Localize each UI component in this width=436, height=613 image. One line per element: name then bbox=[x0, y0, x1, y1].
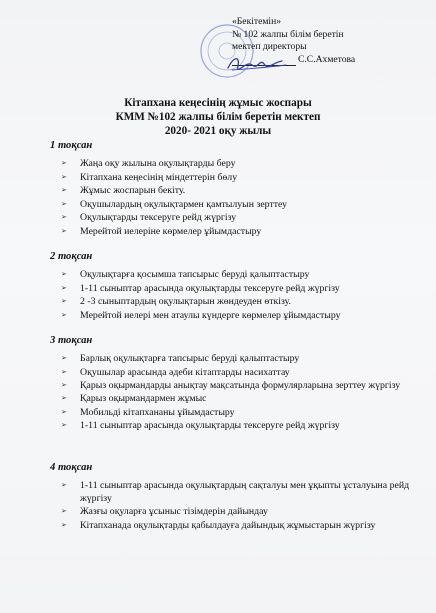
approval-heading: «Бекітемін» bbox=[232, 16, 282, 27]
list-item: ➢ Жұмыс жоспарын бекіту. bbox=[60, 184, 418, 198]
list-item: ➢ 1-11 сыныптар арасында оқулықтардың сақталуы мен ұқыпты ұсталуына рейд жүргізу bbox=[60, 479, 418, 505]
list-item: ➢ 1-11 сыныптар арасында оқулықтарды тексеруге рейд жүргізу bbox=[60, 419, 418, 433]
list-item: ➢ Кітапхана кеңесінің міндеттерін бөлу bbox=[60, 171, 418, 185]
list-item: ➢ Оқулықтарды тексеруге рейд жүргізу bbox=[60, 211, 418, 225]
title-line-1: Кітапхана кеңесінің жұмыс жоспары bbox=[124, 97, 312, 109]
quarter-1-heading: 1 тоқсан bbox=[50, 140, 93, 151]
list-item: ➢ Барлық оқулықтарға тапсырыс беруді қалыптастыру bbox=[60, 352, 418, 366]
quarter-1-list bbox=[60, 157, 418, 239]
list-item: ➢ Мерейтой иелеріне көрмелер ұйымдастыру bbox=[60, 225, 418, 239]
quarter-2-heading: 2 тоқсан bbox=[50, 251, 93, 262]
quarter-4-list bbox=[60, 479, 418, 532]
list-item: ➢ Жаңа оқу жылына оқулықтарды беру bbox=[60, 157, 418, 171]
director-name: С.С.Ахметова bbox=[298, 53, 356, 65]
handwritten-signature bbox=[222, 52, 292, 74]
quarter-4-heading: 4 тоқсан bbox=[50, 462, 93, 473]
quarter-3-heading: 3 тоқсан bbox=[50, 335, 93, 346]
school-line-2: мектеп директоры bbox=[232, 41, 307, 52]
list-item: ➢ Оқушылар арасында әдеби кітаптарды насихаттау bbox=[60, 366, 418, 380]
list-item: ➢ Қарыз оқырмандарды анықтау мақсатында формулярларына зерттеу жүргізу bbox=[60, 379, 418, 392]
list-item: ➢ Жазғы оқуларға ұсыныс тізімдерін дайындау bbox=[60, 505, 418, 519]
list-item: ➢ Оқулықтарға қосымша тапсырыс беруді қалыптастыру bbox=[60, 268, 418, 282]
list-item: ➢ 2 -3 сыныптардың оқулықтарын жөндеуден өткізу. bbox=[60, 295, 418, 309]
list-item: ➢ Қарыз оқырмандармен жұмыс bbox=[60, 392, 418, 406]
title-line-2: КММ №102 жалпы білім беретін мектеп bbox=[115, 111, 321, 123]
quarter-2-list bbox=[60, 268, 418, 322]
title-line-3: 2020- 2021 оқу жылы bbox=[164, 125, 272, 137]
quarter-3-list bbox=[60, 352, 418, 433]
school-line-1: № 102 жалпы білім беретін bbox=[232, 28, 344, 40]
list-item: ➢ Мобильді кітапхананы ұйымдастыру bbox=[60, 406, 418, 420]
list-item: ➢ 1-11 сыныптар арасында оқулықтарды тексеруге рейд жүргізу bbox=[60, 282, 418, 296]
list-item: ➢ Мерейтой иелері мен атаулы күндерге көрмелер ұйымдастыру bbox=[60, 309, 418, 323]
list-item: ➢ Кітапханада оқулықтарды қабылдауға дайындық жұмыстарын жүргізу bbox=[60, 519, 418, 532]
list-item: ➢ Оқушылардың оқулықтармен қамтылуын зерттеу bbox=[60, 198, 418, 212]
